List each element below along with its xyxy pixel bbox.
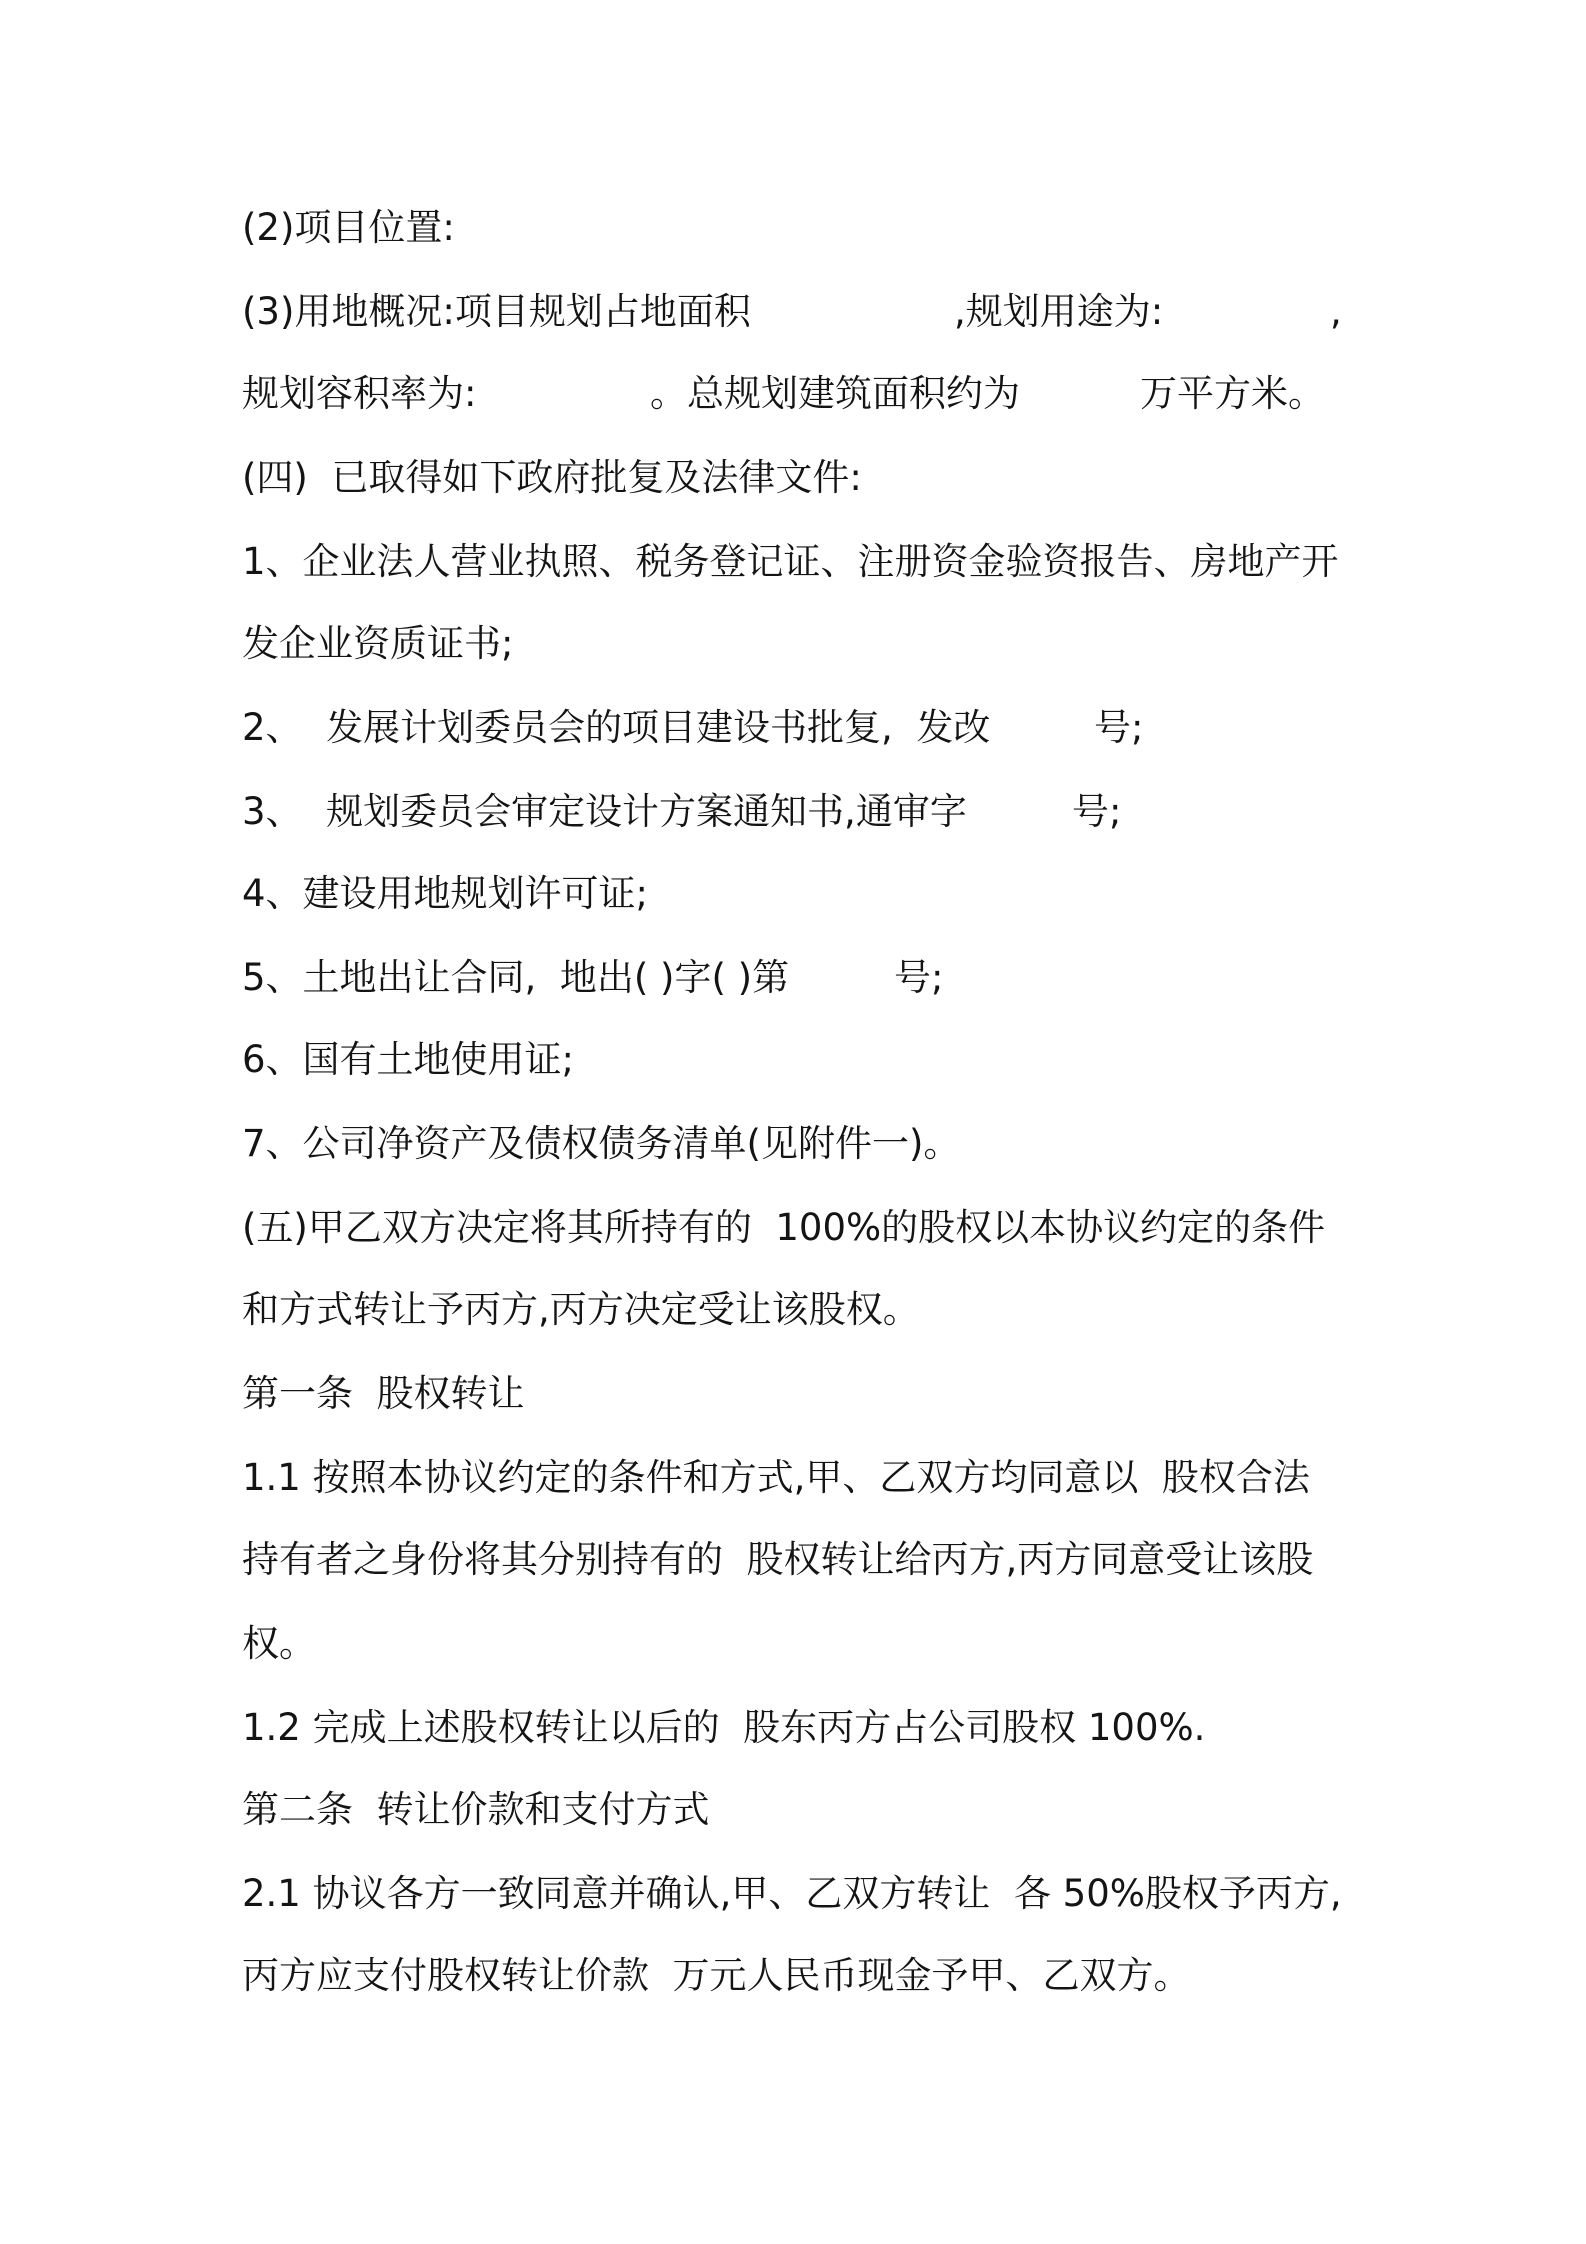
text-line-clause-1-2 bbox=[242, 1698, 1372, 1758]
text-line-land-overview bbox=[242, 282, 1372, 342]
text-line-clause-1-1 bbox=[242, 1448, 1372, 1508]
text-line-item-4 bbox=[242, 864, 1372, 924]
text-line-item-1-cont bbox=[242, 614, 1372, 674]
item-1-cont-text: 发企业资质证书; bbox=[242, 622, 514, 665]
item-5-number-suffix: 号; bbox=[894, 956, 944, 999]
text-line-project-location bbox=[242, 198, 1372, 258]
article-1-title: 第一条 股权转让 bbox=[242, 1372, 525, 1415]
clause-1-1-cont-text: 持有者之身份将其分别持有的 股权转让给丙方,丙方同意受让该股 bbox=[242, 1538, 1314, 1581]
clause-1-1-end-text: 权。 bbox=[242, 1622, 316, 1665]
text-line-item-5 bbox=[242, 948, 1372, 1008]
project-location-text: (2)项目位置: bbox=[242, 206, 455, 249]
item-3-number-suffix: 号; bbox=[1072, 790, 1122, 833]
item-1-text: 1、企业法人营业执照、税务登记证、注册资金验资报告、房地产开 bbox=[242, 540, 1339, 583]
text-line-item-3 bbox=[242, 782, 1372, 842]
clause-2-1-cont-text: 丙方应支付股权转让价款 万元人民币现金予甲、乙双方。 bbox=[242, 1954, 1191, 1997]
item-4-text: 4、建设用地规划许可证; bbox=[242, 872, 649, 915]
land-overview-text: (3)用地概况:项目规划占地面积 bbox=[242, 290, 751, 333]
text-line-clause-1-1-end bbox=[242, 1614, 1372, 1674]
clause-1-1-text: 1.1 按照本协议约定的条件和方式,甲、乙双方均同意以 股权合法 bbox=[242, 1456, 1310, 1499]
item-7-text: 7、公司净资产及债权债务清单(见附件一)。 bbox=[242, 1122, 961, 1165]
trailing-comma-text: , bbox=[1330, 290, 1342, 333]
item-6-text: 6、国有土地使用证; bbox=[242, 1038, 575, 1081]
text-line-item-7 bbox=[242, 1114, 1372, 1174]
text-line-decision-cont bbox=[242, 1280, 1372, 1340]
clause-2-1-text: 2.1 协议各方一致同意并确认,甲、乙双方转让 各 50%股权予丙方, bbox=[242, 1872, 1342, 1915]
item-2-number-suffix: 号; bbox=[1094, 706, 1144, 749]
item-2-text: 2、 发展计划委员会的项目建设书批复, 发改 bbox=[242, 706, 991, 749]
text-line-approvals-heading bbox=[242, 448, 1372, 508]
total-floor-area-text: 。总规划建筑面积约为 bbox=[650, 372, 1020, 415]
article-1-heading bbox=[242, 1364, 1372, 1424]
planned-use-text: ,规划用途为: bbox=[954, 290, 1164, 333]
text-line-decision bbox=[242, 1198, 1372, 1258]
text-line-clause-1-1-cont bbox=[242, 1530, 1372, 1590]
area-unit-text: 万平方米。 bbox=[1140, 372, 1325, 415]
text-line-item-1 bbox=[242, 532, 1372, 592]
article-2-heading bbox=[242, 1780, 1372, 1840]
clause-1-2-text: 1.2 完成上述股权转让以后的 股东丙方占公司股权 100%. bbox=[242, 1706, 1206, 1749]
decision-cont-text: 和方式转让予丙方,丙方决定受让该股权。 bbox=[242, 1288, 920, 1331]
decision-text: (五)甲乙双方决定将其所持有的 100%的股权以本协议约定的条件 bbox=[242, 1206, 1326, 1249]
article-2-title: 第二条 转让价款和支付方式 bbox=[242, 1788, 710, 1831]
approvals-heading-text: (四) 已取得如下政府批复及法律文件: bbox=[242, 456, 862, 499]
item-5-text: 5、土地出让合同, 地出( )字( )第 bbox=[242, 956, 790, 999]
text-line-clause-2-1-cont bbox=[242, 1946, 1372, 2006]
item-3-text: 3、 规划委员会审定设计方案通知书,通审字 bbox=[242, 790, 967, 833]
text-line-item-6 bbox=[242, 1030, 1372, 1090]
text-line-item-2 bbox=[242, 698, 1372, 758]
text-line-plot-ratio bbox=[242, 364, 1372, 424]
text-line-clause-2-1 bbox=[242, 1864, 1372, 1924]
plot-ratio-text: 规划容积率为: bbox=[242, 372, 477, 415]
